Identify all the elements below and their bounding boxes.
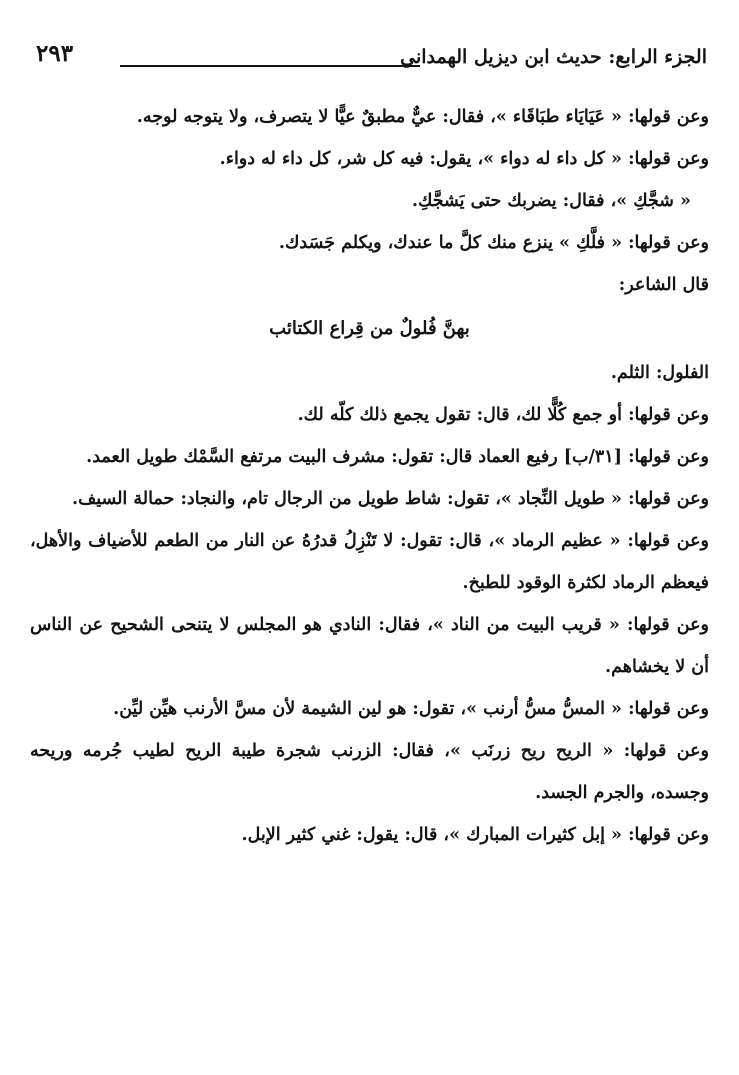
verse-line: بهنَّ فُلولٌ من قِراع الكتائب (269, 318, 470, 339)
paragraph-7: وعن قولها: [٣١/ب] رفيع العماد قال: تقول: مشرف البيت مرتفع السَّمْك طويل العمد. (86, 447, 709, 467)
running-header (36, 40, 707, 76)
header-title: الجزء الرابع: حديث ابن ديزيل الهمداني (400, 46, 707, 68)
body-text (30, 96, 709, 856)
paragraph-2: وعن قولها: « كل داء له دواء »، يقول: فيه كل شر، كل داء له دواء. (219, 149, 709, 169)
paragraph-5: الفلول: الثلم. (610, 363, 709, 383)
paragraph-12: وعن قولها: « الريح ريح زرنَب »، فقال: الزرنب شجرة طيبة الريح لطيب جُرمه وريحه وجسده، والجرم الجسد. (30, 741, 709, 803)
paragraph-8: وعن قولها: « طويل النِّجاد »، تقول: شاط طويل من الرجال تام، والنجاد: حمالة السيف. (71, 489, 709, 509)
paragraph-10: وعن قولها: « قريب البيت من الناد »، فقال: النادي هو المجلس لا يتنحى الشحيح عن الناس أن لا يخشاهم. (30, 615, 709, 677)
paragraph-1: وعن قولها: « عَيَايَاء طبَاقَاء »، فقال: عيٌّ مطبقٌ عيًّا لا يتصرف، ولا يتوجه لوجه. (136, 107, 709, 127)
poet-intro: قال الشاعر: (618, 275, 709, 295)
paragraph-13: وعن قولها: « إبل كثيرات المبارك »، قال: يقول: غني كثير الإبل. (241, 825, 709, 845)
header-rule (120, 65, 420, 67)
paragraph-11: وعن قولها: « المسُّ مسُّ أرنب »، تقول: هو لين الشيمة لأن مسَّ الأرنب هيِّن ليِّن. (113, 699, 709, 719)
page-number: ٢٩٣ (36, 40, 74, 67)
paragraph-3: « شجَّكِ »، فقال: يضربك حتى يَشجَّكِ. (411, 191, 691, 211)
paragraph-9: وعن قولها: « عظيم الرماد »، قال: تقول: لا تَنْزِلُ قدرُهُ عن النار من الطعم للأضياف والأهل، فيعظم الرماد لكثرة الوقود للطبخ. (30, 531, 709, 593)
paragraph-4: وعن قولها: « فلَّكِ » ينزع منك كلَّ ما عندك، ويكلم جَسَدك. (278, 233, 709, 253)
paragraph-6: وعن قولها: أو جمع كُلًّا لك، قال: تقول يجمع ذلك كلّه لك. (297, 405, 709, 425)
